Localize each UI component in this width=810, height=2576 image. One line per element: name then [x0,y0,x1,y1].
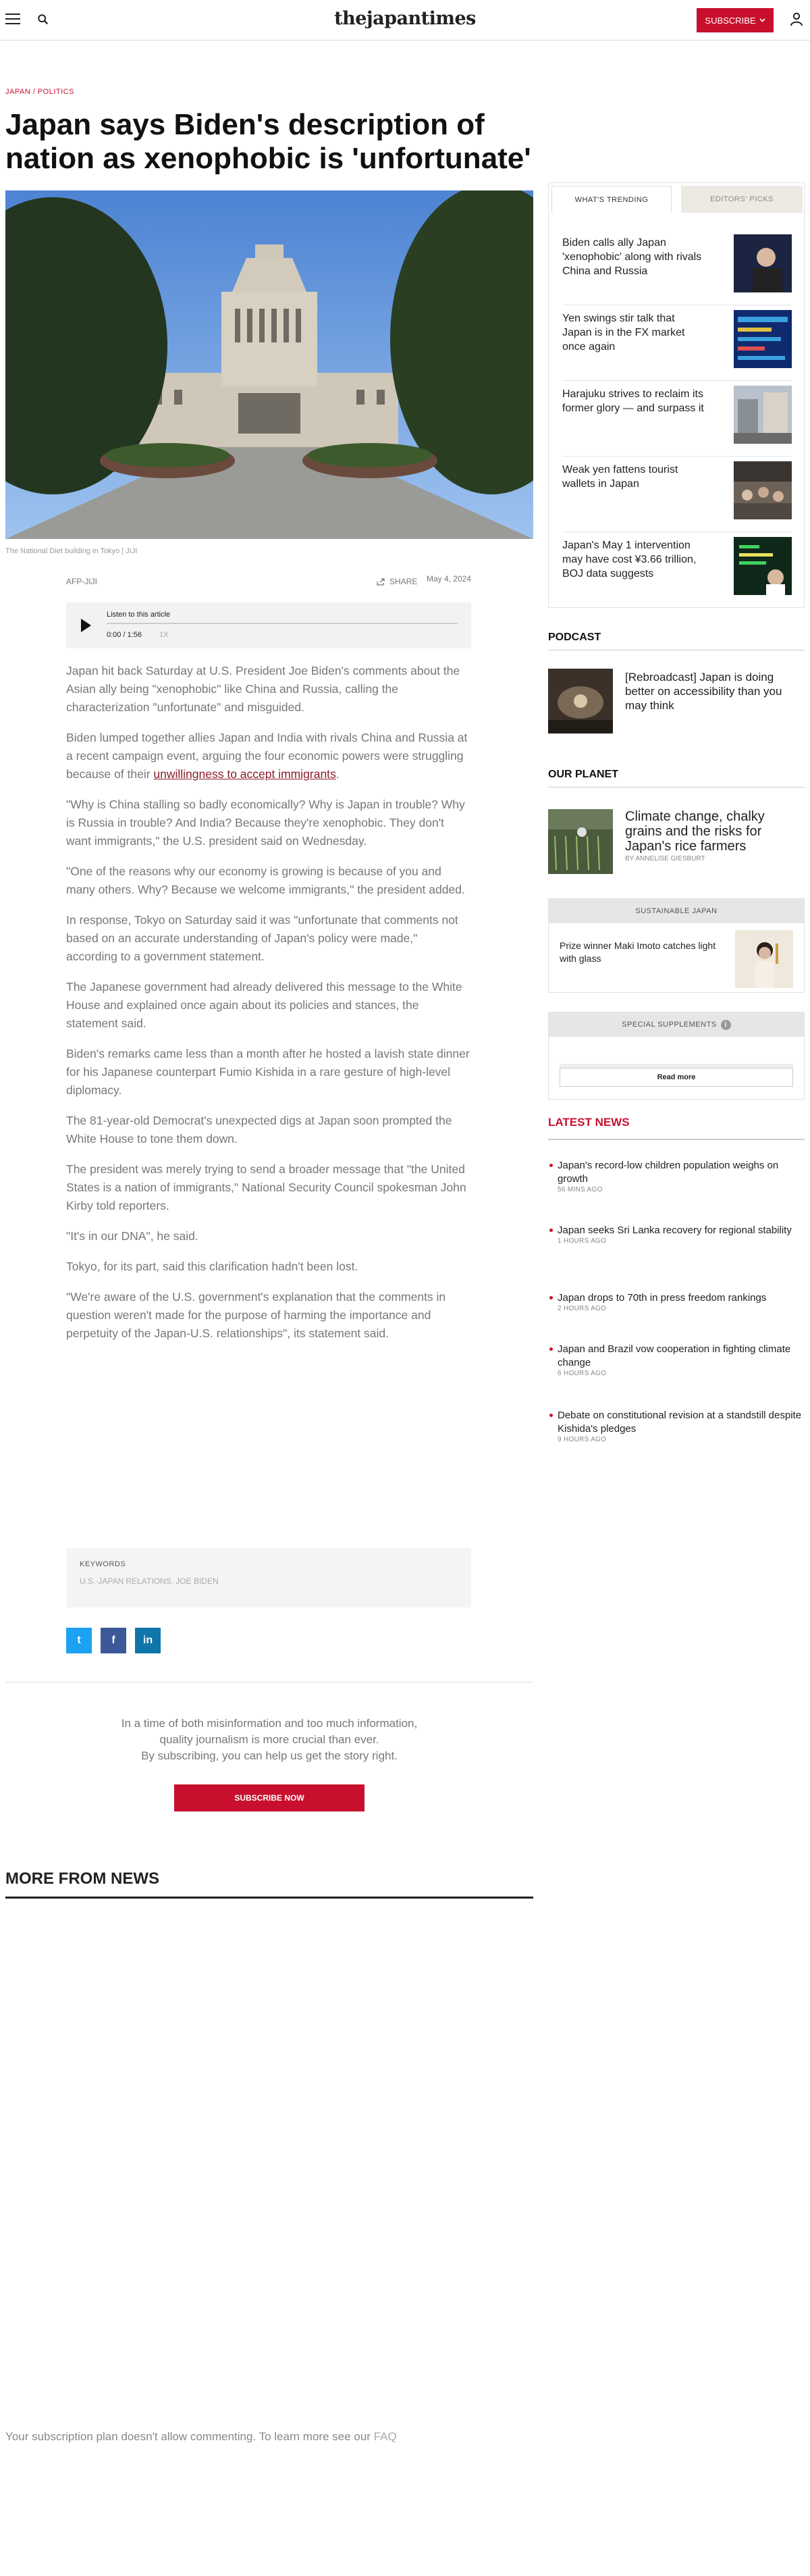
podcast-link[interactable]: [Rebroadcast] Japan is doing better on accessibility than you may think [625,671,782,712]
audio-player [66,602,471,648]
keyword-separator: , [171,1576,176,1586]
latest-news-time: 2 HOURS AGO [558,1305,607,1312]
user-icon[interactable] [790,12,803,27]
trending-box [548,182,805,608]
subscribe-label: SUBSCRIBE [705,15,756,26]
latest-news-item[interactable] [548,1409,805,1443]
special-supplements-title: SPECIAL SUPPLEMENTS [622,1021,717,1029]
trending-title[interactable]: Weak yen fattens tourist wallets in Japan [562,464,678,490]
audio-progress-bar[interactable] [107,623,458,624]
sustainable-japan-thumbnail[interactable] [735,930,793,988]
header-subscribe-button[interactable] [697,8,774,32]
playback-speed-button[interactable]: 1X [159,631,169,639]
trending-item[interactable] [562,310,792,386]
social-share-bar [66,1628,161,1653]
our-planet-title: OUR PLANET [548,769,618,780]
share-label: SHARE [389,577,418,586]
paragraph: "Why is China stalling so badly economically? Why is Japan in trouble? Why is Russia in trouble? And India? Because they're xenophobic. They don't want immigrants," the U.S. president said on Wednesday. [66,798,465,848]
podcast-title: PODCAST [548,632,601,643]
keywords-box [66,1548,471,1607]
promo-line: By subscribing, you can help us get the story right. [141,1749,398,1762]
trending-thumbnail[interactable] [734,310,792,368]
read-more-button[interactable]: Read more [560,1068,793,1087]
trending-thumbnail[interactable] [734,386,792,444]
article-headline: Japan says Biden's description of nation as xenophobic is 'unfortunate' [5,108,531,175]
keyword-link[interactable]: U.S.-JAPAN RELATIONS [80,1576,171,1586]
keywords-title: KEYWORDS [80,1560,126,1568]
paragraph: Tokyo, for its part, said this clarification hadn't been lost. [66,1260,358,1273]
keywords-list [80,1576,458,1586]
trending-item[interactable] [562,537,792,613]
immigrants-link[interactable]: unwillingness to accept immigrants [153,767,336,781]
divider [562,456,792,457]
latest-news-link[interactable]: Debate on constitutional revision at a standstill despite Kishida's pledges [548,1409,805,1436]
article-body [66,662,471,1355]
latest-news-item[interactable] [548,1224,805,1245]
subscription-promo [5,1716,533,1764]
share-button[interactable] [377,577,417,586]
trending-item[interactable] [562,386,792,461]
site-logo[interactable]: thejapantimes [334,8,476,29]
trending-thumbnail[interactable] [734,537,792,595]
special-supplements-header [549,1012,804,1037]
sustainable-japan-box [548,898,805,993]
latest-news-time: 9 HOURS AGO [558,1436,607,1443]
trending-title[interactable]: Japan's May 1 intervention may have cost ¥3.66 trillion, BOJ data suggests [562,540,697,579]
promo-line: quality journalism is more crucial than ever. [159,1733,379,1746]
twitter-icon[interactable]: t [66,1628,92,1653]
sustainable-japan-link[interactable]: Prize winner Maki Imoto catches light with glass [560,940,716,964]
latest-news-time: 56 MINS AGO [558,1186,603,1193]
byline: AFP-JIJI [66,577,98,586]
latest-news-link[interactable]: Japan seeks Sri Lanka recovery for regional stability [548,1224,805,1237]
paragraph: The president was merely trying to send a broader message that "the United States is a nation of immigrants," National Security Council spokesman John Kirby told reporters. [66,1162,466,1212]
comment-notice [5,2430,397,2444]
paragraph: "We're aware of the U.S. government's explanation that the comments in question weren't made for the purpose of harming the importance and perpetuity of the Japan-U.S. relationships", its statement said. [66,1290,446,1340]
comment-notice-text: Your subscription plan doesn't allow commenting. To learn more see our [5,2430,374,2443]
trending-item[interactable] [562,461,792,537]
paragraph-text: Biden lumped together allies Japan and India with rivals China and Russia at a recent campaign event, arguing the four economic powers were struggling because of their [66,731,468,781]
latest-news-item[interactable] [548,1291,805,1312]
publish-date: May 4, 2024 [426,574,471,584]
share-icon [377,578,385,586]
latest-news-link[interactable]: Japan drops to 70th in press freedom rankings [548,1291,805,1305]
tab-editors-picks[interactable]: EDITORS' PICKS [681,186,803,213]
article-meta [66,574,471,588]
latest-news-item[interactable] [548,1159,805,1193]
paragraph: The Japanese government had already delivered this message to the White House and explained once again about its policies and stances, the statement said. [66,980,462,1030]
faq-link[interactable]: FAQ [373,2430,397,2443]
tab-whats-trending[interactable]: WHAT'S TRENDING [551,186,672,213]
latest-news-link[interactable]: Japan's record-low children population weighs on growth [548,1159,805,1186]
facebook-icon[interactable]: f [101,1628,126,1653]
our-planet-link[interactable]: Climate change, chalky grains and the risks for Japan's rice farmers [625,809,765,854]
site-header [0,0,810,41]
linkedin-icon[interactable]: in [135,1628,161,1653]
paragraph: "It's in our DNA", he said. [66,1229,198,1243]
latest-news-time: 6 HOURS AGO [558,1370,607,1377]
trending-title[interactable]: Yen swings stir talk that Japan is in the FX market once again [562,313,685,353]
section-rule [548,787,805,788]
more-from-news-title: MORE FROM NEWS [5,1870,159,1888]
trending-item[interactable] [562,234,792,310]
paragraph: "One of the reasons why our economy is growing is because of you and many others. Why? Because we welcome immigrants," the president added. [66,865,465,896]
promo-line: In a time of both misinformation and too much information, [121,1717,418,1730]
image-caption: The National Diet building in Tokyo | JIJI [5,547,138,555]
keyword-link[interactable]: JOE BIDEN [176,1576,219,1586]
trending-title[interactable]: Harajuku strives to reclaim its former glory — and surpass it [562,388,704,414]
paragraph-text: . [335,767,340,781]
subscribe-now-button[interactable]: SUBSCRIBE NOW [174,1784,364,1811]
audio-label: Listen to this article [107,611,171,619]
paragraph [66,729,471,783]
divider [562,380,792,381]
paragraph: In response, Tokyo on Saturday said it was "unfortunate that comments not based on an accurate understanding of Japan's policy were made," according to a government statement. [66,913,458,963]
trending-title[interactable]: Biden calls ally Japan 'xenophobic' along with rivals China and Russia [562,237,702,277]
latest-news-item[interactable] [548,1343,805,1377]
paragraph: Japan hit back Saturday at U.S. President Joe Biden's comments about the Asian ally being "xenophobic" like China and Russia, calling the characterization "unfortunate" and misguided. [66,664,460,714]
chevron-down-icon [759,18,765,22]
paragraph: Biden's remarks came less than a month after he hosted a lavish state dinner for his Japanese counterpart Fumio Kishida in a rare gesture of high-level diplomacy. [66,1047,470,1097]
latest-news-time: 1 HOURS AGO [558,1237,607,1245]
latest-news-link[interactable]: Japan and Brazil vow cooperation in fighting climate change [548,1343,805,1370]
info-icon[interactable]: i [721,1020,731,1030]
special-supplements-box [548,1012,805,1100]
trending-thumbnail[interactable] [734,234,792,292]
section-rule [5,1897,533,1899]
section-rule [548,1139,805,1140]
trending-thumbnail[interactable] [734,461,792,519]
our-planet-author: BY ANNELISE GIESBURT [625,855,705,862]
paragraph: The 81-year-old Democrat's unexpected digs at Japan soon prompted the White House to tone them down. [66,1114,452,1145]
play-icon[interactable] [81,619,91,632]
podcast-thumbnail[interactable] [548,669,613,733]
hero-image [5,190,533,539]
latest-news-title: LATEST NEWS [548,1116,630,1129]
article-category[interactable]: JAPAN / POLITICS [5,88,74,96]
our-planet-thumbnail[interactable] [548,809,613,874]
sustainable-japan-title: SUSTAINABLE JAPAN [549,899,804,923]
audio-time: 0:00 / 1:56 [107,631,142,639]
diet-building-illustration [5,190,533,539]
